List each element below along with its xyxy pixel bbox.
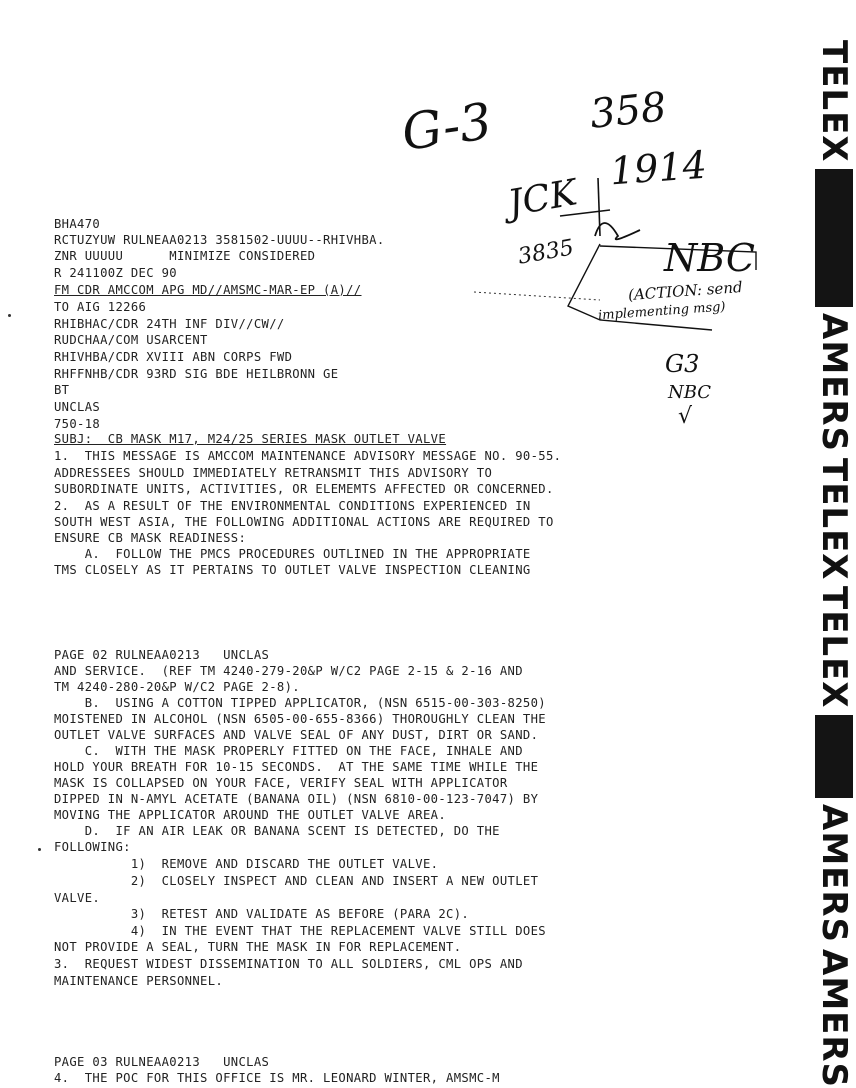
body-line: 4) IN THE EVENT THAT THE REPLACEMENT VALVE STILL DOES [54, 924, 546, 938]
header-line: RCTUZYUW RULNEAA0213 3581502-UUUU--RHIVHBA. [54, 233, 385, 247]
body-line: MOISTENED IN ALCOHOL (NSN 6505-00-655-8366) THOROUGHLY CLEAN THE [54, 712, 546, 726]
header-line: TO AIG 12266 [54, 300, 147, 314]
body-line: NOT PROVIDE A SEAL, TURN THE MASK IN FOR REPLACEMENT. [54, 940, 462, 954]
body-line: A. FOLLOW THE PMCS PROCEDURES OUTLINED IN THE APPROPRIATE [54, 547, 531, 561]
body-line: VALVE. [54, 891, 101, 905]
header-line: RUDCHAA/COM USARCENT [54, 333, 208, 347]
margin-mark [8, 314, 11, 317]
amers-logo: AMERS [814, 948, 854, 1088]
body-line: MASK IS COLLAPSED ON YOUR FACE, VERIFY SEAL WITH APPLICATOR [54, 776, 508, 790]
body-line: OUTLET VALVE SURFACES AND VALVE SEAL OF ANY DUST, DIRT OR SAND. [54, 728, 539, 742]
header-line: BHA470 [54, 217, 101, 231]
handwritten-1914: 1914 [608, 142, 709, 194]
body-line: HOLD YOUR BREATH FOR 10-15 SECONDS. AT THE SAME TIME WHILE THE [54, 760, 539, 774]
body-line: SOUTH WEST ASIA, THE FOLLOWING ADDITIONAL ACTIONS ARE REQUIRED TO [54, 515, 554, 529]
page-header: PAGE 03 RULNEAA0213 UNCLAS [54, 1055, 270, 1069]
header-line: R 241100Z DEC 90 [54, 266, 177, 280]
body-line: TM 4240-280-20&P W/C2 PAGE 2-8). [54, 680, 300, 694]
body-line: AND SERVICE. (REF TM 4240-279-20&P W/C2 PAGE 2-15 & 2-16 AND [54, 664, 523, 678]
header-line: RHIVHBA/CDR XVIII ABN CORPS FWD [54, 350, 293, 364]
body-line: 2. AS A RESULT OF THE ENVIRONMENTAL CONDITIONS EXPERIENCED IN [54, 499, 531, 513]
body-line: 1. THIS MESSAGE IS AMCCOM MAINTENANCE ADVISORY MESSAGE NO. 90-55. [54, 449, 562, 463]
header-line: BT [54, 383, 70, 397]
handwritten-358: 358 [587, 84, 669, 138]
body-line: 3) RETEST AND VALIDATE AS BEFORE (PARA 2C). [54, 907, 470, 921]
handwritten-action-note-2: implementing msg) [597, 299, 727, 324]
body-line: B. USING A COTTON TIPPED APPLICATOR, (NSN 6515-00-303-8250) [54, 696, 546, 710]
handwritten-routing-g3: G3 [665, 350, 700, 378]
body-line: ENSURE CB MASK READINESS: [54, 531, 247, 545]
header-line: ZNR UUUUU MINIMIZE CONSIDERED [54, 249, 316, 263]
handwritten-3835: 3835 [516, 235, 576, 270]
header-line: 750-18 [54, 417, 101, 431]
body-line: MOVING THE APPLICATOR AROUND THE OUTLET VALVE AREA. [54, 808, 447, 822]
handwritten-nbc: NBC [664, 236, 755, 280]
amers-logo: AMERS [814, 312, 854, 452]
header-line: FM CDR AMCCOM APG MD//AMSMC-MAR-EP (A)// [54, 283, 362, 297]
page-header: PAGE 02 RULNEAA0213 UNCLAS [54, 648, 270, 662]
amers-logo: AMERS [814, 803, 854, 943]
handwritten-g3-code: G-3 [398, 92, 496, 162]
body-line: 2) CLOSELY INSPECT AND CLEAN AND INSERT A NEW OUTLET [54, 874, 539, 888]
body-line: 4. THE POC FOR THIS OFFICE IS MR. LEONARD WINTER, AMSMC-M [54, 1071, 500, 1085]
handwritten-initials: JCK [504, 172, 580, 225]
telex-margin-strip [812, 40, 856, 1088]
handwritten-routing-nbc: NBC [668, 382, 712, 403]
body-line: C. WITH THE MASK PROPERLY FITTED ON THE FACE, INHALE AND [54, 744, 523, 758]
subject-line: SUBJ: CB MASK M17, M24/25 SERIES MASK OUTLET VALVE [54, 432, 447, 446]
header-line: RHFFNHB/CDR 93RD SIG BDE HEILBRONN GE [54, 367, 339, 381]
body-line: DIPPED IN N-AMYL ACETATE (BANANA OIL) (NSN 6810-00-123-7047) BY [54, 792, 539, 806]
body-line: MAINTENANCE PERSONNEL. [54, 974, 224, 988]
body-line: SUBORDINATE UNITS, ACTIVITIES, OR ELEMEMTS AFFECTED OR CONCERNED. [54, 482, 554, 496]
margin-mark [38, 848, 41, 851]
header-line: UNCLAS [54, 400, 101, 414]
body-line: FOLLOWING: [54, 840, 131, 854]
strip-bar [815, 169, 853, 307]
telex-logo: TELEX [814, 586, 854, 709]
body-line: ADDRESSEES SHOULD IMMEDIATELY RETRANSMIT THIS ADVISORY TO [54, 466, 493, 480]
body-line: D. IF AN AIR LEAK OR BANANA SCENT IS DETECTED, DO THE [54, 824, 500, 838]
handwritten-check: √ [678, 404, 693, 429]
header-line: RHIBHAC/CDR 24TH INF DIV//CW// [54, 317, 285, 331]
body-line: 3. REQUEST WIDEST DISSEMINATION TO ALL SOLDIERS, CML OPS AND [54, 957, 523, 971]
handwritten-action-note: (ACTION: send [627, 278, 744, 304]
telex-logo: TELEX [814, 457, 854, 581]
telex-logo: TELEX [814, 40, 854, 163]
strip-bar [815, 715, 853, 798]
body-line: 1) REMOVE AND DISCARD THE OUTLET VALVE. [54, 857, 439, 871]
body-line: TMS CLOSELY AS IT PERTAINS TO OUTLET VALVE INSPECTION CLEANING [54, 563, 531, 577]
